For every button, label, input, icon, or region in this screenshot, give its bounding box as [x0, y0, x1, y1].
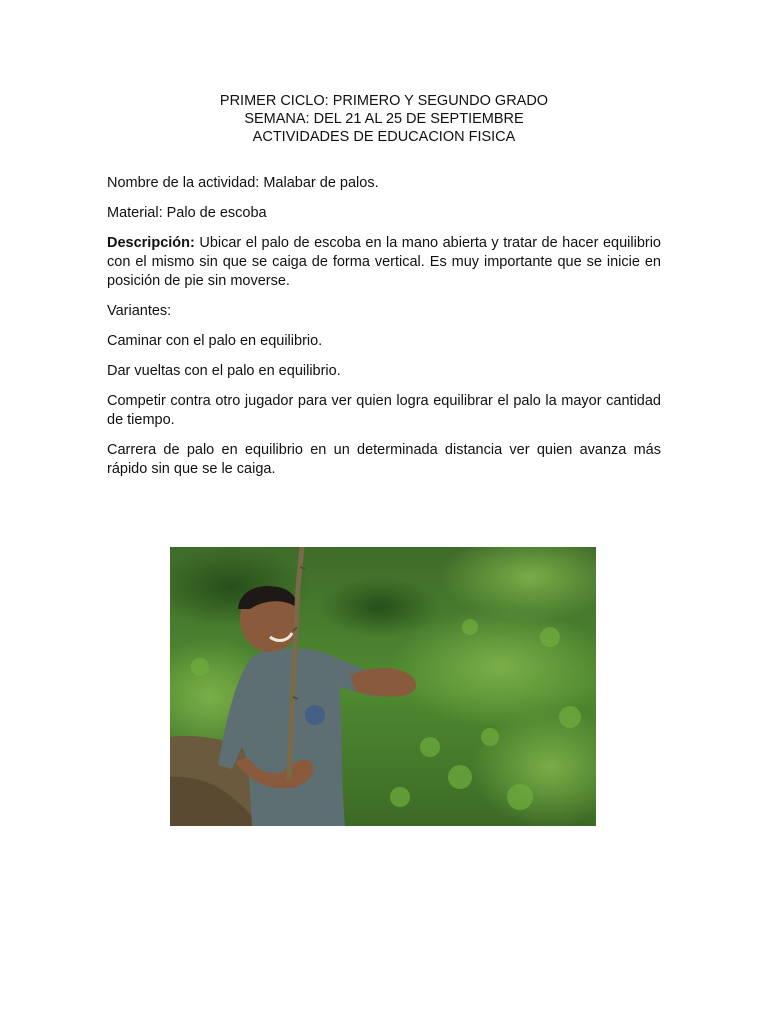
activity-photo — [170, 547, 596, 826]
header-line-week: SEMANA: DEL 21 AL 25 DE SEPTIEMBRE — [244, 111, 524, 127]
variant-item: Carrera de palo en equilibrio en un determinada distancia ver quien avanza más rápido sin que se le caiga. — [107, 442, 661, 477]
variant-item: Caminar con el palo en equilibrio. — [107, 333, 323, 349]
activity-material: Material: Palo de escoba — [107, 205, 267, 221]
description-label: Descripción: — [107, 235, 195, 251]
header-line-subject: ACTIVIDADES DE EDUCACION FISICA — [252, 129, 516, 145]
header-line-cycle: PRIMER CICLO: PRIMERO Y SEGUNDO GRADO — [219, 93, 549, 109]
variant-item: Competir contra otro jugador para ver quien logra equilibrar el palo la mayor cantidad de tiempo. — [107, 393, 661, 428]
activity-name: Nombre de la actividad: Malabar de palos. — [107, 175, 379, 191]
document-body — [107, 174, 661, 490]
document-header — [0, 92, 768, 146]
description-text: Ubicar el palo de escoba en la mano abierta y tratar de hacer equilibrio con el mismo sin que se caiga de forma vertical. Es muy importante que se inicie en posición de pie sin moverse. — [107, 235, 661, 289]
child-balancing-stick-image — [170, 547, 596, 826]
variants-label: Variantes: — [107, 303, 172, 319]
variant-item: Dar vueltas con el palo en equilibrio. — [107, 363, 341, 379]
activity-description — [107, 234, 661, 291]
